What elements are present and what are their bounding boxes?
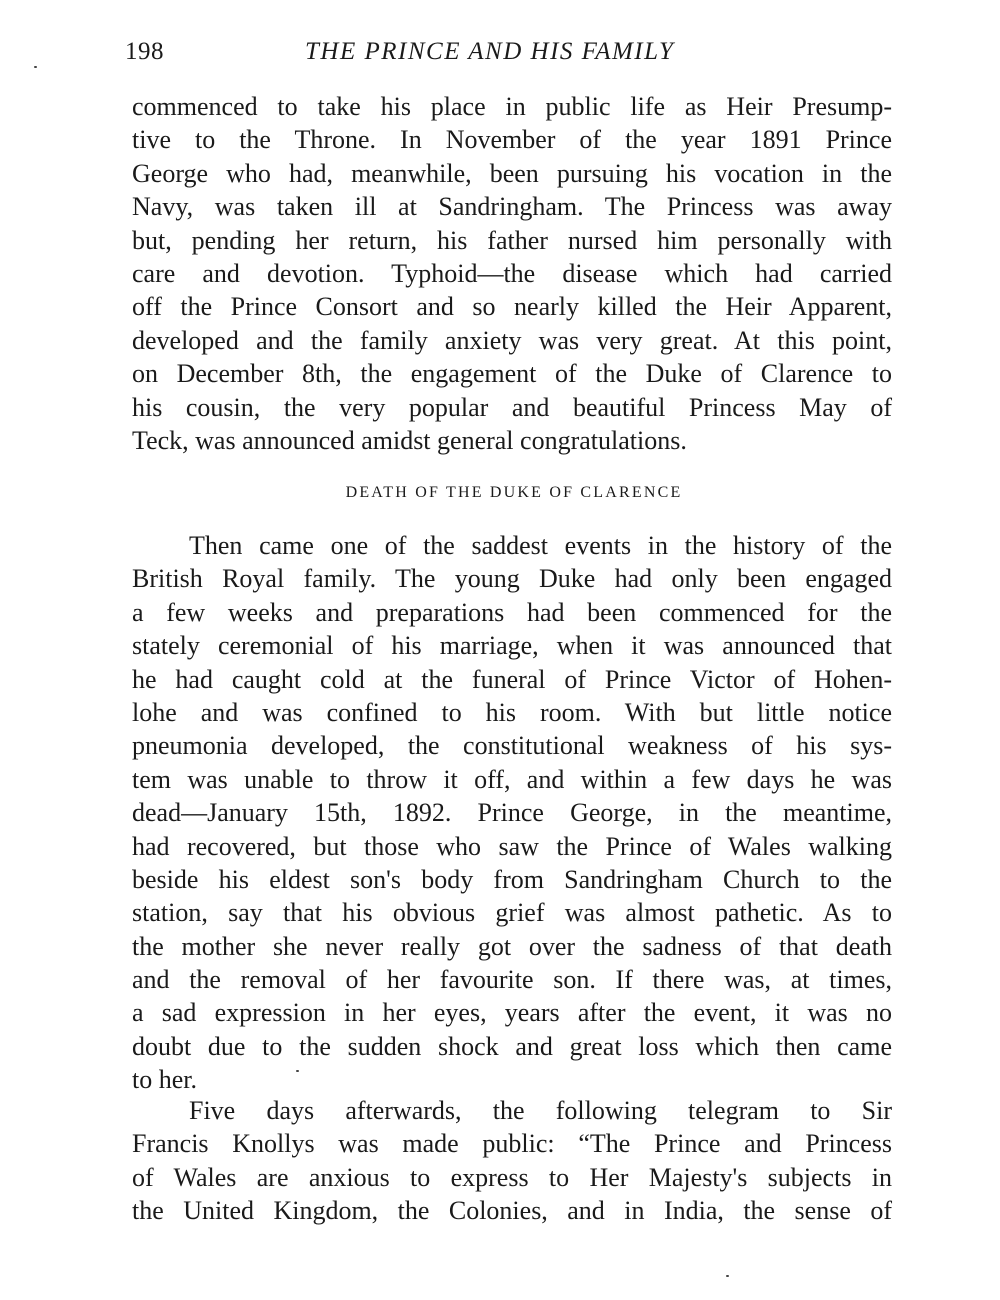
text-line: Five days afterwards, the following telegram to Sir [189,1096,892,1125]
section-heading: DEATH OF THE DUKE OF CLARENCE [345,484,683,501]
text-line: but, pending her return, his father nursed him personally with [132,225,892,255]
text-line: British Royal family. The young Duke had only been engaged [132,564,892,594]
text-line: Francis Knollys was made public: “The Prince and Princess [132,1129,892,1159]
text-line: Teck, was announced amidst general congratulations. [132,425,687,455]
text-line: and the removal of her favourite son. If there was, at times, [132,965,892,995]
text-line: tive to the Throne. In November of the year 1891 Prince [132,125,892,155]
text-line: on December 8th, the engagement of the Duke of Clarence to [132,359,892,389]
text-line: beside his eldest son's body from Sandringham Church to the [132,864,892,894]
text-line: station, say that his obvious grief was almost pathetic. As to [132,898,892,928]
paragraph-1 [132,90,892,457]
page-number: 198 [125,38,164,65]
text-line: his cousin, the very popular and beautiful Princess May of [132,392,892,422]
running-title: THE PRINCE AND HIS FAMILY [305,38,675,65]
scan-speck [726,1275,729,1277]
text-line: Then came one of the saddest events in the history of the [189,531,892,560]
text-line: George who had, meanwhile, been pursuing his vocation in the [132,158,892,188]
text-line: commenced to take his place in public life as Heir Presump- [132,92,892,121]
text-line: stately ceremonial of his marriage, when it was announced that [132,631,892,661]
scan-speck [296,1070,299,1072]
text-line: tem was unable to throw it off, and within a few days he was [132,764,892,794]
text-line: had recovered, but those who saw the Prince of Wales walking [132,831,892,861]
text-line: Navy, was taken ill at Sandringham. The Princess was away [132,192,892,222]
text-line: the mother she never really got over the sadness of that death [132,931,892,961]
text-line: developed and the family anxiety was very great. At this point, [132,325,892,355]
text-line: the United Kingdom, the Colonies, and in India, the sense of [132,1196,892,1226]
text-line: doubt due to the sudden shock and great loss which then came [132,1031,892,1061]
text-line: a few weeks and preparations had been commenced for the [132,597,892,627]
text-line: dead—January 15th, 1892. Prince George, in the meantime, [132,798,892,828]
text-line: off the Prince Consort and so nearly killed the Heir Apparent, [132,292,892,322]
scan-speck [34,66,37,68]
text-line: lohe and was confined to his room. With but little notice [132,697,892,727]
paragraph-2 [132,529,892,1097]
text-line: to her. [132,1065,197,1095]
text-line: care and devotion. Typhoid—the disease which had carried [132,258,892,288]
paragraph-3 [132,1094,892,1228]
text-line: a sad expression in her eyes, years after the event, it was no [132,998,892,1028]
text-line: he had caught cold at the funeral of Prince Victor of Hohen- [132,664,892,694]
text-line: of Wales are anxious to express to Her Majesty's subjects in [132,1162,892,1192]
text-line: pneumonia developed, the constitutional weakness of his sys- [132,731,892,761]
